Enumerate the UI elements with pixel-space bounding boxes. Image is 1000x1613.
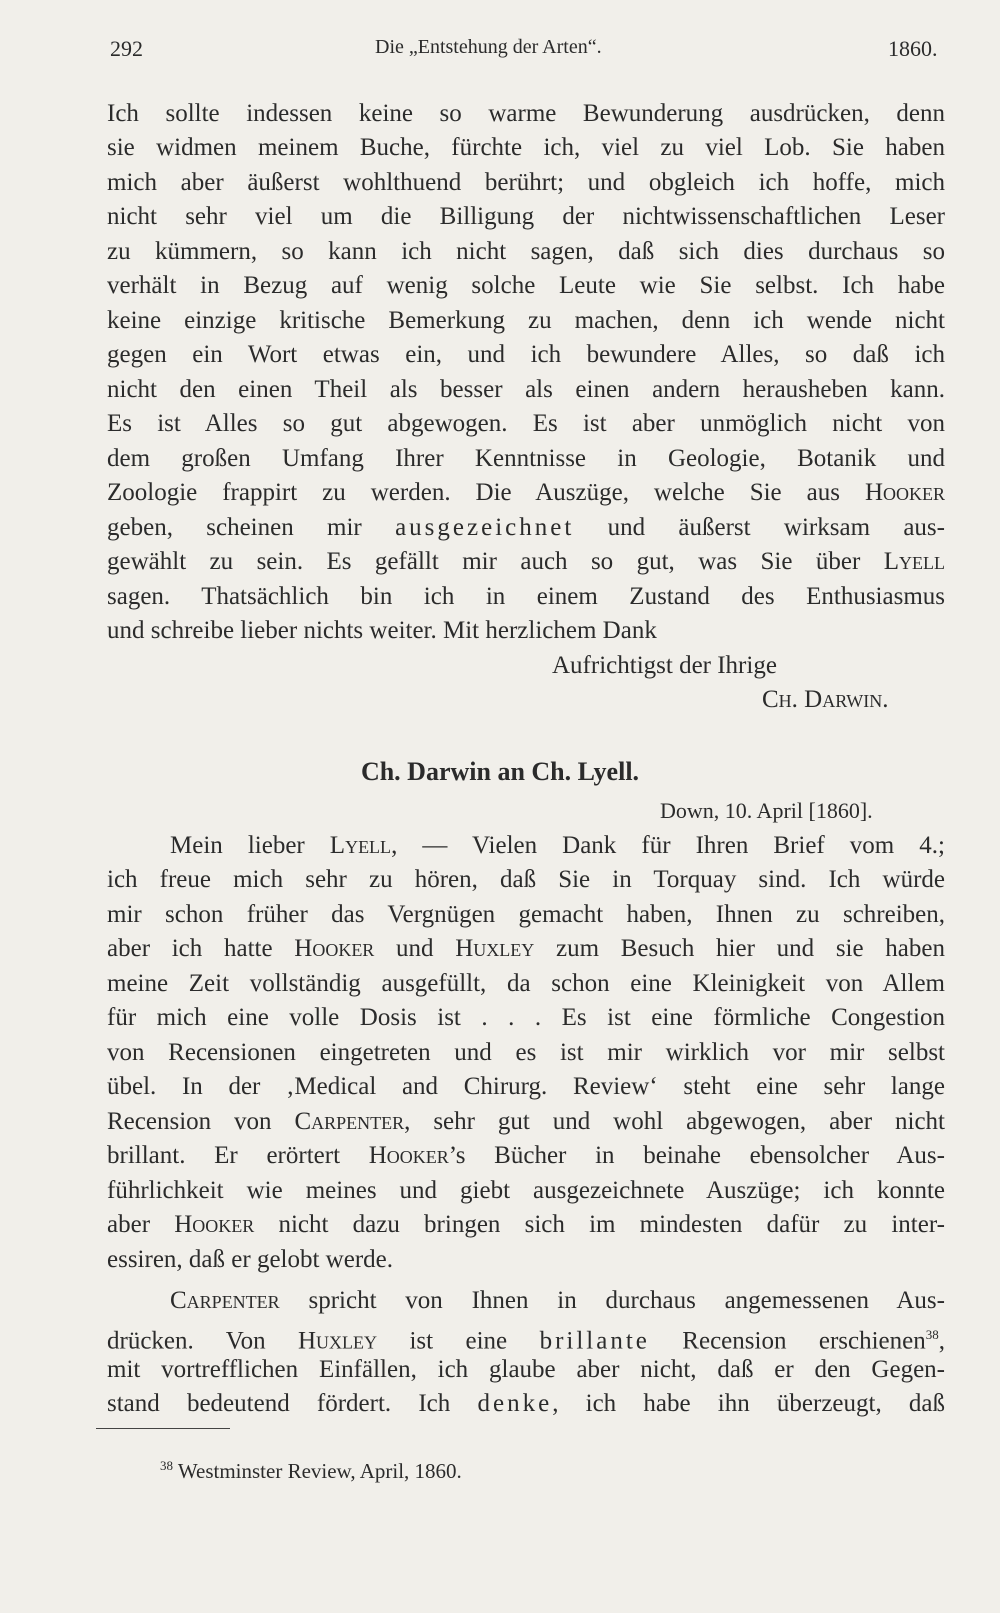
text-line: keine einzige kritische Bemerkung zu machen, denn ich wende nicht: [107, 307, 945, 334]
text-line: [107, 1389, 945, 1419]
text-line: mich aber äußerst wohlthuend berührt; und obgleich ich hoffe, mich: [107, 169, 945, 196]
person-name: Hooker: [294, 935, 375, 962]
text-line: [107, 1141, 945, 1171]
text-line: [107, 513, 945, 543]
letter-closing: Aufrichtigst der Ihrige: [552, 652, 777, 679]
person-name: Hooker: [864, 479, 945, 506]
text-line: mir schon früher das Vergnügen gemacht haben, Ihnen zu schreiben,: [107, 901, 945, 928]
text-line: [107, 934, 945, 964]
text-run: und äußerst wirksam aus-: [574, 514, 945, 541]
signature: Ch. Darwin.: [762, 686, 889, 713]
text-run: brillant. Er erörtert: [107, 1142, 369, 1169]
text-run: Mein lieber: [170, 832, 330, 859]
text-run: aber ich hatte: [107, 935, 295, 962]
person-name: Carpenter: [170, 1287, 280, 1314]
person-name: Huxley: [455, 935, 535, 962]
text-run: nicht dazu bringen sich im mindesten dafür zu inter-: [254, 1211, 945, 1238]
text-line: sie widmen meinem Buche, fürchte ich, viel zu viel Lob. Sie haben: [107, 134, 945, 161]
text-run: und: [374, 935, 456, 962]
text-line: von Recensionen eingetreten und es ist mir wirklich vor mir selbst: [107, 1039, 945, 1066]
text-line: [170, 1286, 945, 1316]
text-run: Recension erschienen: [649, 1327, 926, 1355]
text-run: Recension von: [107, 1108, 295, 1135]
text-line: Es ist Alles so gut abgewogen. Es ist aber unmöglich nicht von: [107, 410, 945, 437]
text-line: zu kümmern, so kann ich nicht sagen, daß sich dies durchaus so: [107, 238, 945, 265]
text-run: gewählt zu sein. Es gefällt mir auch so gut, was Sie über: [107, 548, 884, 575]
text-line: essiren, daß er gelobt werde.: [107, 1246, 393, 1273]
text-line: [107, 1320, 945, 1356]
text-line: nicht den einen Theil als besser als einen andern herausheben kann.: [107, 376, 945, 403]
text-line: für mich eine volle Dosis ist . . . Es ist eine förmliche Congestion: [107, 1004, 945, 1031]
text-line: nicht sehr viel um die Billigung der nichtwissenschaftlichen Leser: [107, 203, 945, 230]
text-line: mit vortrefflichen Einfällen, ich glaube aber nicht, daß er den Gegen-: [107, 1356, 945, 1383]
text-run: , sehr gut und wohl abgewogen, aber nicht: [404, 1108, 945, 1135]
text-line: [170, 831, 945, 861]
text-run: Zoologie frappirt zu werden. Die Auszüge, welche Sie aus: [107, 479, 865, 506]
dateline: Down, 10. April [1860].: [660, 798, 873, 823]
person-name: Hooker: [174, 1211, 255, 1238]
text-line: übel. In der ‚Medical and Chirurg. Review‘ steht eine sehr lange: [107, 1073, 945, 1100]
letter-heading: Ch. Darwin an Ch. Lyell.: [360, 757, 640, 786]
emphasized-word: brillante: [539, 1327, 650, 1355]
text-line: führlichkeit wie meines und giebt ausgezeichnete Auszüge; ich konnte: [107, 1177, 945, 1204]
footnote-reference[interactable]: 38: [925, 1327, 939, 1342]
person-name: Hooker: [368, 1142, 449, 1169]
text-line: [107, 1107, 945, 1137]
footnote-text: Westminster Review, April, 1860.: [173, 1459, 462, 1483]
header-year: 1860.: [888, 36, 938, 61]
text-run: ist eine: [377, 1327, 540, 1355]
text-line: und schreibe lieber nichts weiter. Mit herzlichem Dank: [107, 617, 657, 644]
text-line: ich freue mich sehr zu hören, daß Sie in Torquay sind. Ich würde: [107, 866, 945, 893]
person-name: Lyell: [883, 548, 945, 575]
text-run: , — Vielen Dank für Ihren Brief vom 4.;: [391, 832, 945, 859]
text-run: drücken. Von: [107, 1327, 298, 1355]
running-title: Die „Entstehung der Arten“.: [375, 36, 602, 58]
text-line: dem großen Umfang Ihrer Kenntnisse in Geologie, Botanik und: [107, 445, 945, 472]
text-line: meine Zeit vollständig ausgefüllt, da schon eine Kleinigkeit von Allem: [107, 970, 945, 997]
emphasized-word: denke: [477, 1390, 553, 1417]
text-line: [107, 1210, 945, 1240]
text-line: [107, 547, 945, 577]
text-line: gegen ein Wort etwas ein, und ich bewundere Alles, so daß ich: [107, 341, 945, 368]
person-name: Carpenter: [294, 1108, 405, 1135]
text-run: ,: [938, 1327, 946, 1355]
footnote-divider: [96, 1428, 230, 1429]
footnote-marker: 38: [160, 1458, 173, 1473]
person-name: Huxley: [298, 1327, 378, 1355]
text-run: spricht von Ihnen in durchaus angemessenen Aus-: [279, 1287, 945, 1314]
text-run: ’s Bücher in beinahe ebensolcher Aus-: [448, 1142, 945, 1169]
text-line: verhält in Bezug auf wenig solche Leute wie Sie selbst. Ich habe: [107, 272, 945, 299]
footnote: [160, 1458, 462, 1484]
text-run: aber: [107, 1211, 175, 1238]
emphasized-word: ausgezeichnet: [395, 514, 575, 541]
text-run: , ich habe ihn überzeugt, daß: [552, 1390, 945, 1417]
text-line: sagen. Thatsächlich bin ich in einem Zustand des Enthusiasmus: [107, 583, 945, 610]
text-line: [107, 478, 945, 508]
page-number: 292: [110, 36, 143, 61]
text-line: Ich sollte indessen keine so warme Bewunderung ausdrücken, denn: [107, 100, 945, 127]
text-run: geben, scheinen mir: [107, 514, 396, 541]
person-name: Lyell: [329, 832, 392, 859]
text-run: zum Besuch hier und sie haben: [534, 935, 946, 962]
text-run: stand bedeutend fördert. Ich: [107, 1390, 478, 1417]
